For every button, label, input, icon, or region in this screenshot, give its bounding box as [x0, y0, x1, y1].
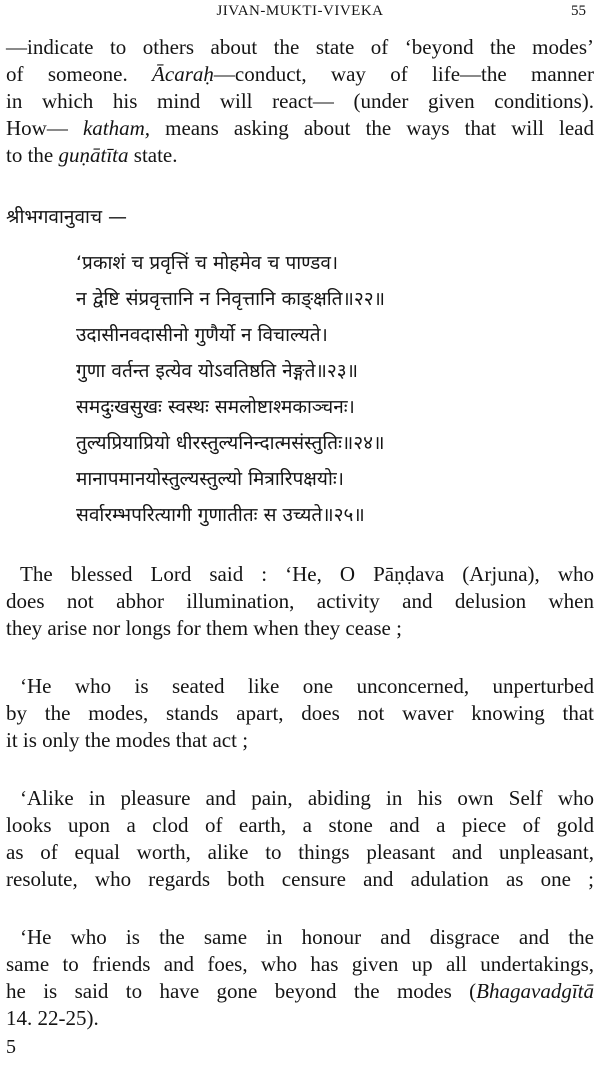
running-title: JIVAN-MUKTI-VIVEKA	[216, 3, 384, 19]
text-line: does not abhor illumination, activity and delusion when	[6, 589, 594, 613]
term-acarah: Ācaraḥ	[152, 62, 214, 86]
translation-paragraph-1	[6, 561, 594, 642]
verse-line: न द्वेष्टि संप्रवृत्तानि न निवृत्तानि काङ्क्षति॥२२॥	[76, 288, 386, 310]
text-line: ‘He who is the same in honour and disgrace and the	[20, 925, 594, 949]
intro-paragraph	[6, 34, 594, 169]
translation-paragraph-4	[6, 924, 594, 1032]
verse-line: ‘प्रकाशं च प्रवृत्तिं च मोहमेव च पाण्डव।	[76, 252, 339, 274]
sanskrit-speaker-heading: श्रीभगवानुवाच —	[6, 206, 128, 228]
text-line: by the modes, stands apart, does not waver knowing that	[6, 701, 594, 725]
verse-line: मानापमानयोस्तुल्यस्तुल्यो मित्रारिपक्षयोः।	[76, 468, 344, 490]
text-line: —indicate to others about the state of ‘beyond the modes’	[6, 35, 594, 59]
translation-paragraph-2	[6, 673, 594, 754]
text-line: resolute, who regards both censure and adulation as one ;	[6, 867, 594, 891]
verse-line: गुणा वर्तन्त इत्येव योऽवतिष्ठति नेङ्गते॥२३॥	[76, 360, 359, 382]
text-line: it is only the modes that act ;	[6, 728, 249, 752]
running-head	[0, 3, 600, 23]
signature-mark: 5	[6, 1036, 16, 1058]
text-line: How— katham, means asking about the ways that will lead	[6, 116, 594, 140]
text-line: same to friends and foes, who has given up all undertakings,	[6, 952, 594, 976]
text-line: ‘He who is seated like one unconcerned, unperturbed	[20, 674, 594, 698]
text-line: to the guṇātīta state.	[6, 143, 178, 167]
verse-line: तुल्यप्रियाप्रियो धीरस्तुल्यनिन्दात्मसंस्तुतिः॥२४॥	[76, 432, 385, 454]
page-number: 55	[571, 3, 586, 19]
verse-line: समदुःखसुखः स्वस्थः समलोष्टाश्मकाञ्चनः।	[76, 396, 355, 418]
title-bhagavadgita: Bhagavadgītā	[476, 979, 594, 1003]
sanskrit-verse	[76, 245, 385, 533]
text-line: 14. 22-25).	[6, 1006, 99, 1030]
text-line: of someone. Ācaraḥ—conduct, way of life—the manner	[6, 62, 594, 86]
translation-paragraph-3	[6, 785, 594, 893]
term-katham: katham,	[82, 116, 151, 140]
text-line: he is said to have gone beyond the modes (Bhagavadgītā	[6, 979, 594, 1003]
text-line: they arise nor longs for them when they cease ;	[6, 616, 402, 640]
text-line: as of equal worth, alike to things pleasant and unpleasant,	[6, 840, 594, 864]
term-gunatita: guṇātīta	[58, 143, 129, 167]
text-line: ‘Alike in pleasure and pain, abiding in his own Self who	[20, 786, 594, 810]
verse-line: उदासीनवदासीनो गुणैर्यो न विचाल्यते।	[76, 324, 328, 346]
text-line: in which his mind will react— (under given conditions).	[6, 89, 594, 113]
text-line: The blessed Lord said : ‘He, O Pāṇḍava (Arjuna), who	[20, 562, 594, 586]
text-line: looks upon a clod of earth, a stone and a piece of gold	[6, 813, 594, 837]
verse-line: सर्वारम्भपरित्यागी गुणातीतः स उच्यते॥२५॥	[76, 504, 365, 526]
